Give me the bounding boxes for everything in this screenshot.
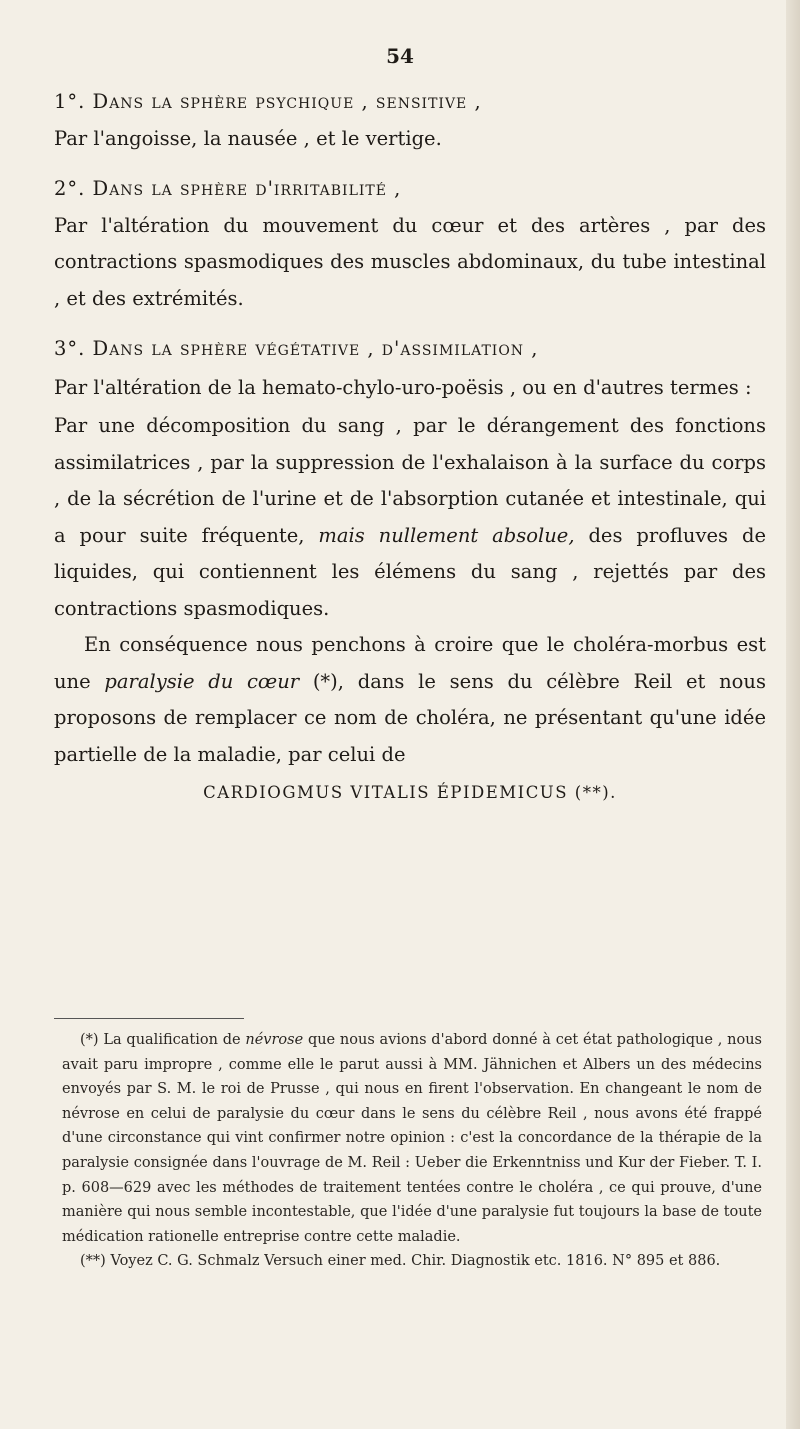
section3-text2-italic: mais nullement absolue, bbox=[318, 523, 575, 547]
section2-heading: 2°. Dans la sphère d'irritabilité , bbox=[54, 177, 402, 200]
footnote-2-text: Voyez C. G. Schmalz Versuch einer med. Chir. Diagnostik etc. 1816. N° 895 et 886. bbox=[110, 1253, 721, 1270]
section3-text2-b: des profluves de liquides, qui contiennent les élémens du sang , rejettés par des contractions spasmodiques. bbox=[54, 523, 766, 620]
page-number: 54 bbox=[386, 44, 414, 68]
footnote-1-mark: (*) bbox=[80, 1032, 99, 1048]
footnotes bbox=[62, 1028, 762, 1274]
section3-heading: 3°. Dans la sphère végétative , d'assimilation , bbox=[54, 337, 539, 360]
main-text bbox=[54, 84, 766, 812]
section1-heading: 1°. Dans la sphère psychique , sensitive , bbox=[54, 90, 482, 113]
footnote-1-italic: névrose bbox=[245, 1032, 304, 1048]
conclusion-paragraph bbox=[54, 627, 766, 773]
conclusion-text-b: , dans le sens du célèbre Reil et nous proposons de remplacer ce nom de choléra, ne présentant qu'une idée partielle de la maladie, par celui de bbox=[54, 669, 766, 766]
footnote-2-mark: (**) bbox=[80, 1253, 106, 1270]
footnote-2 bbox=[62, 1249, 762, 1274]
section3-text2-a: Par une décomposition du sang , par le dérangement des fonctions assimilatrices , par la suppression de l'exhalaison à la surface du corps , de la sécrétion de l'urine et de l'absorption cutanée et intestinale, qui a pour suite fréquente, bbox=[54, 414, 766, 547]
footnote-rule bbox=[54, 1018, 244, 1019]
section1-text: Par l'angoisse, la nausée , et le vertige. bbox=[54, 126, 442, 150]
section3-text2 bbox=[54, 408, 766, 627]
cardiogmus-term-line bbox=[54, 775, 766, 812]
footnote-ref-2: (**). bbox=[574, 783, 617, 802]
footnote-ref-1: (*) bbox=[312, 669, 338, 693]
footnote-1-b: que nous avions d'abord donné à cet état pathologique , nous avait paru impropre , comme elle le parut aussi à MM. Jähnichen et Albers un des médecins envoyés par S. M. le roi de Prusse , qui nous en firent l'observation. En changeant le nom de névrose en celui de paralysie du cœur dans le sens du célèbre Reil , nous avons été frappé d'une circonstance qui vint confirmer notre opinion : c'est la concordance de la thérapie de la paralysie consignée dans l'ouvrage de M. Reil : Ueber die Erkenntniss und Kur der Fieber. T. I. p. 608—629 avec les méthodes de traitement tentées contre le choléra , ce qui prouve, d'une manière qui nous semble incontestable, que l'idée d'une paralysie fut toujours la base de toute médication rationelle entreprise contre cette maladie. bbox=[62, 1032, 762, 1245]
page-edge bbox=[786, 0, 800, 1429]
conclusion-text-a: En conséquence nous penchons à croire que le choléra-morbus est une bbox=[54, 633, 766, 693]
conclusion-italic: paralysie du cœur bbox=[104, 669, 300, 693]
footnote-1-a: La qualification de bbox=[103, 1032, 241, 1048]
section2-text: Par l'altération du mouvement du cœur et des artères , par des contractions spasmodiques des muscles abdominaux, du tube intestinal , et des extrémités. bbox=[54, 213, 766, 310]
footnote-1 bbox=[62, 1028, 762, 1249]
section3-text1: Par l'altération de la hemato-chylo-uro-poësis , ou en d'autres termes : bbox=[54, 375, 752, 399]
cardiogmus-term: CARDIOGMUS VITALIS ÉPIDEMICUS bbox=[203, 783, 569, 802]
